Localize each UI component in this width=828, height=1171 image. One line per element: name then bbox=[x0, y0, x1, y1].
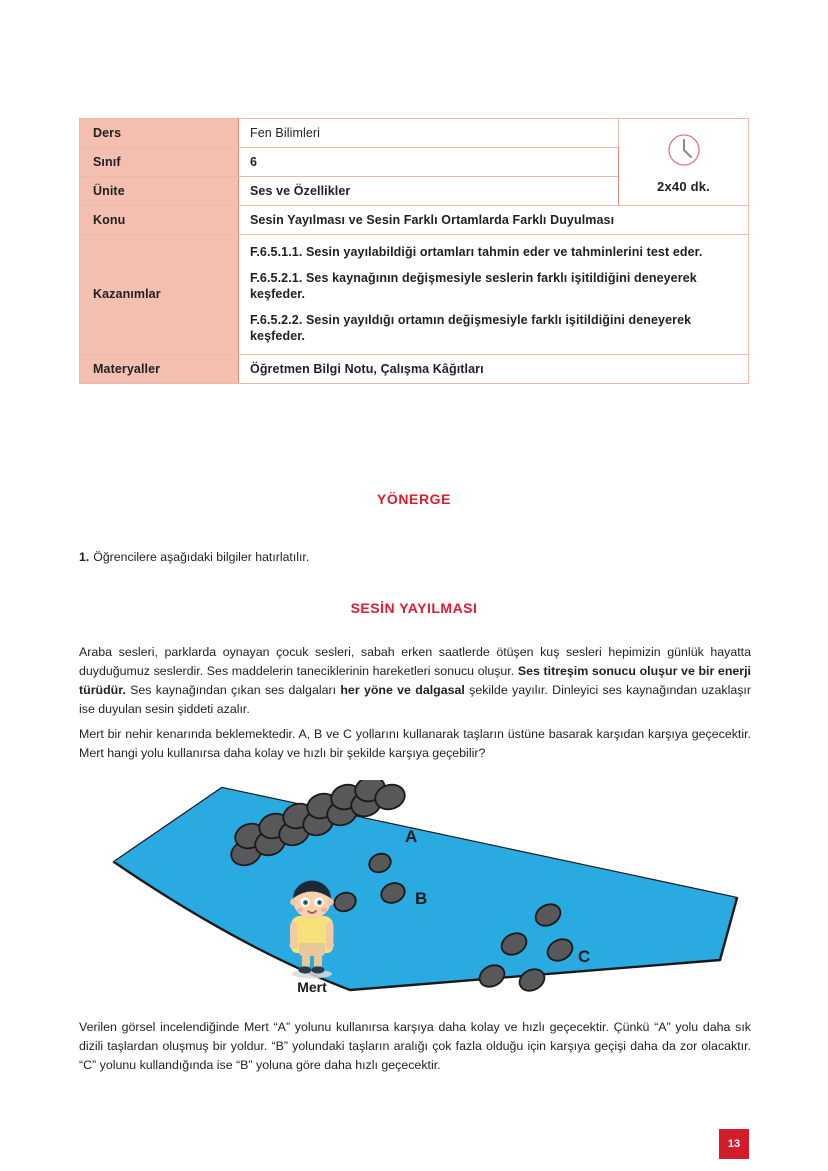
intro-part-1: Araba sesleri, parklarda oynayan çocuk sesleri, sabah erken saatlerde ötüşen kuş sesleri hepimizin günlük hayatta duyduğumuz seslerdir. Ses maddelerin taneciklerinin hareketleri sonucu oluşur. bbox=[79, 645, 751, 678]
intro-bold-2: her yöne ve dalgasal bbox=[340, 682, 465, 697]
heading-yonerge: YÖNERGE bbox=[376, 491, 452, 507]
row-value-materyaller: Öğretmen Bilgi Notu, Çalışma Kâğıtları bbox=[239, 354, 749, 383]
row-label-ders: Ders bbox=[80, 119, 239, 148]
path-c-label: C bbox=[578, 947, 591, 966]
paragraph-answer: Verilen görsel incelendiğinde Mert “A” yolunu kullanırsa karşıya daha kolay ve hızlı geçecektir. Çünkü “A” yolu daha sık dizili taşlardan oluşmuş bir yoldur. “B” yolundaki taşların aralığı çok fazla olduğu için karşıya geçişi daha da zor olacaktır. “C” yolunu kullandığında ise “B” yoluna göre daha hızlı geçecektir. bbox=[79, 1020, 751, 1072]
row-value-kazanimlar bbox=[239, 235, 749, 355]
row-value-unite: Ses ve Özellikler bbox=[239, 177, 619, 206]
paragraph-intro bbox=[79, 643, 751, 718]
intro-part-3: şekilde yayılır. Dinleyici ses kaynağından uzaklaşır ise duyulan sesin şiddeti azalır. bbox=[79, 682, 751, 716]
intro-part-2: Ses kaynağından çıkan ses dalgaları bbox=[125, 682, 341, 697]
path-b-label: B bbox=[415, 889, 428, 908]
kazanim-item-2: F.6.5.2.1. Ses kaynağının değişmesiyle seslerin farklı işitildiğini deneyerek keşfeder. bbox=[250, 270, 697, 301]
row-label-sinif: Sınıf bbox=[80, 148, 239, 177]
row-value-ders: Fen Bilimleri bbox=[239, 119, 619, 148]
paragraph-question: Mert bir nehir kenarında beklemektedir. A, B ve C yollarını kullanarak taşların üstüne basarak karşıdan karşıya geçecektir. Mert hangi yolu kullanırsa daha kolay ve hızlı bir şekilde karşıya geçebilir? bbox=[79, 727, 751, 760]
duration-text: 2x40 dk. bbox=[657, 179, 710, 194]
instruction-number: 1. bbox=[79, 550, 90, 564]
path-a-label: A bbox=[405, 827, 418, 846]
row-value-konu: Sesin Yayılması ve Sesin Farklı Ortamlarda Farklı Duyulması bbox=[239, 206, 749, 235]
lesson-info-table bbox=[79, 118, 749, 384]
page-number-badge: 13 bbox=[719, 1129, 749, 1159]
row-label-kazanimlar: Kazanımlar bbox=[80, 235, 239, 355]
kazanim-item-3: F.6.5.2.2. Sesin yayıldığı ortamın değişmesiyle farklı işitildiğini deneyerek keşfeder. bbox=[250, 312, 692, 343]
instruction-item-1 bbox=[79, 549, 749, 567]
table-row-ders bbox=[80, 119, 749, 148]
row-label-unite: Ünite bbox=[80, 177, 239, 206]
table-row-materyaller bbox=[80, 354, 749, 383]
instruction-text: Öğrencilere aşağıdaki bilgiler hatırlatılır. bbox=[93, 550, 310, 564]
row-label-materyaller: Materyaller bbox=[80, 354, 239, 383]
kazanim-item-1: F.6.5.1.1. Sesin yayılabildiği ortamları tahmin eder ve tahminlerini test eder. bbox=[250, 245, 703, 259]
mert-label: Mert bbox=[297, 979, 327, 995]
river-stepping-stones-diagram bbox=[100, 780, 740, 995]
row-value-sinif: 6 bbox=[239, 148, 619, 177]
table-row-kazanimlar bbox=[80, 235, 749, 355]
clock-icon bbox=[623, 132, 744, 173]
heading-sesin-yayilmasi: SESİN YAYILMASI bbox=[350, 600, 478, 616]
row-label-konu: Konu bbox=[80, 206, 239, 235]
duration-cell bbox=[619, 119, 749, 206]
table-row-konu bbox=[80, 206, 749, 235]
intro-bold-1: Ses titreşim sonucu oluşur ve bir enerji türüdür. bbox=[79, 663, 751, 697]
